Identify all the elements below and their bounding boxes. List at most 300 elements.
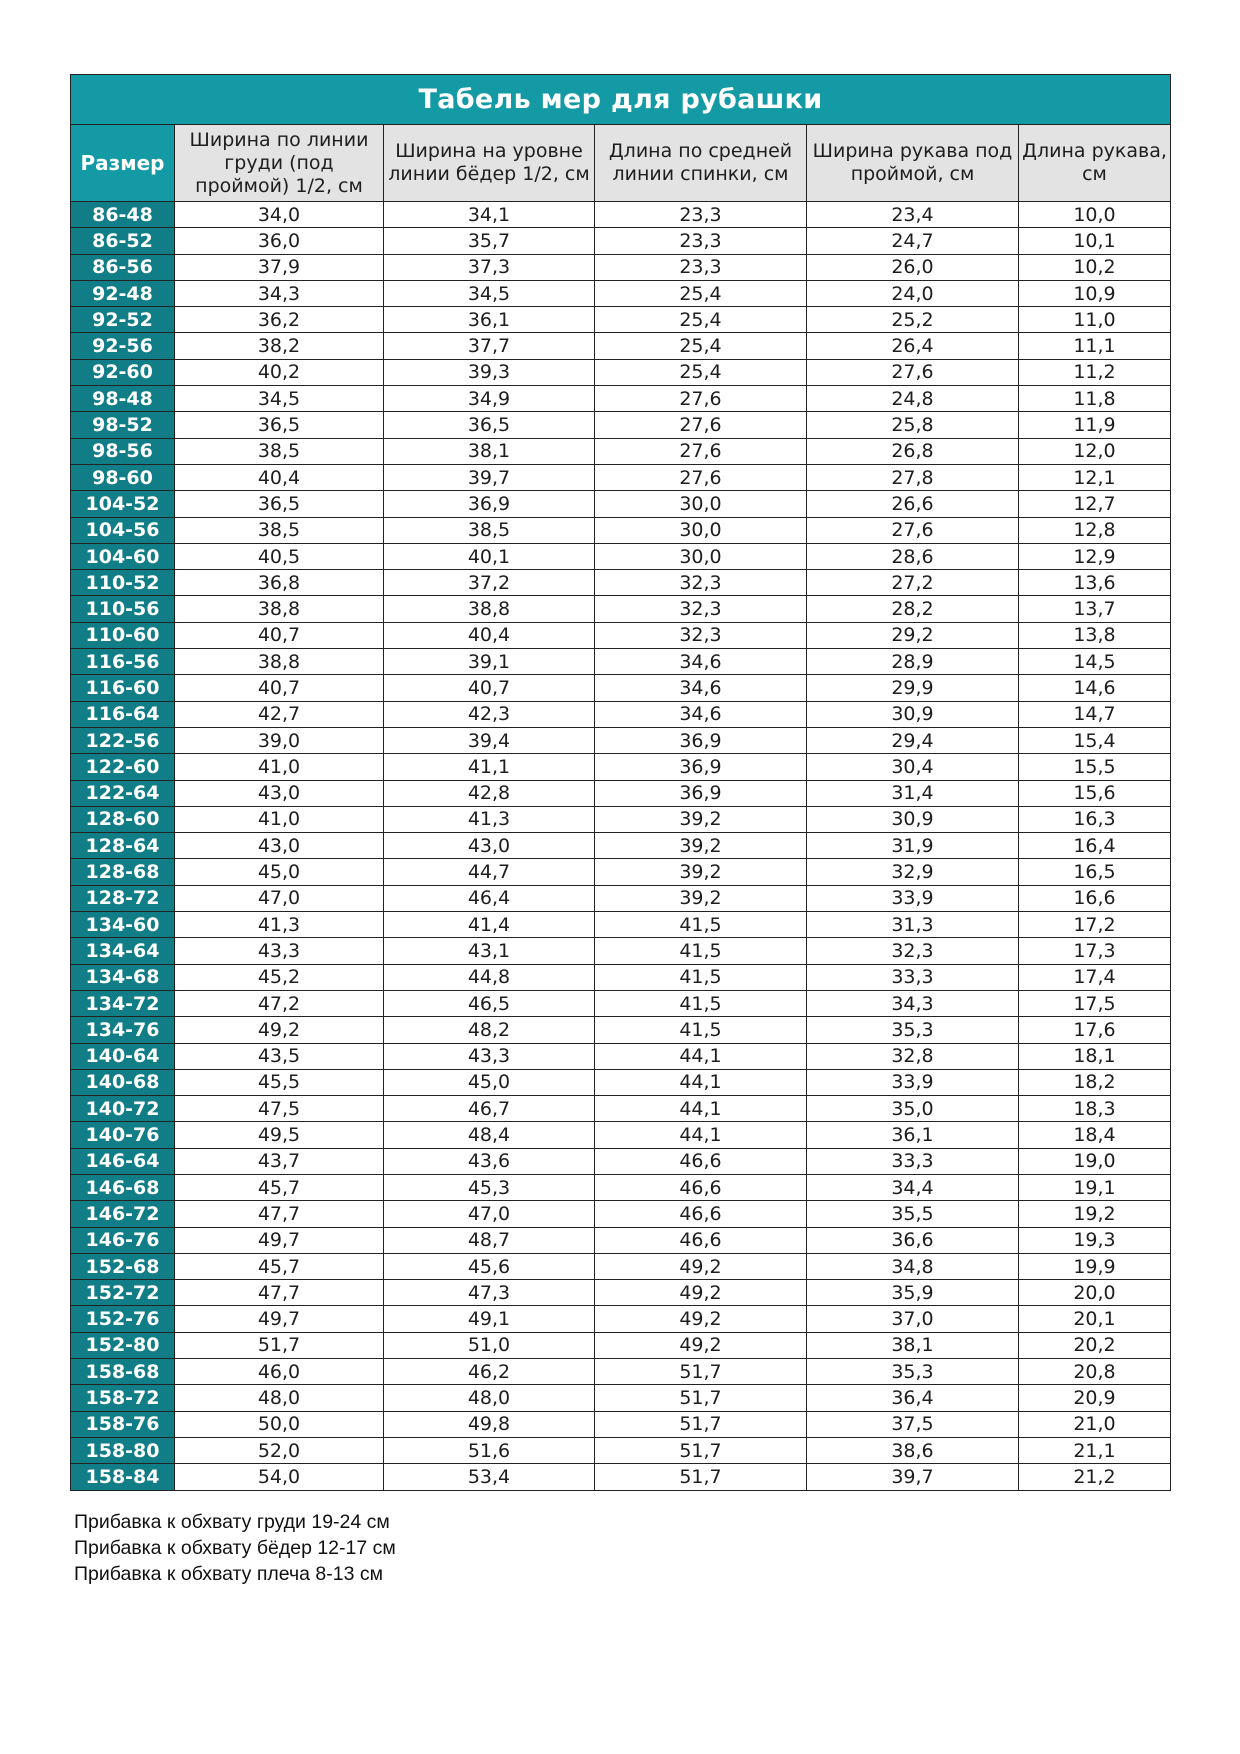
cell-sleeve-length: 19,3: [1019, 1227, 1171, 1253]
cell-back-length: 49,2: [595, 1306, 807, 1332]
cell-hip-width: 36,1: [384, 307, 595, 333]
cell-hip-width: 44,8: [384, 964, 595, 990]
notes: [74, 1509, 396, 1587]
cell-back-length: 25,4: [595, 280, 807, 306]
cell-chest-width: 36,0: [175, 228, 384, 254]
cell-chest-width: 47,7: [175, 1280, 384, 1306]
cell-hip-width: 43,3: [384, 1043, 595, 1069]
cell-sleeve-width: 35,5: [807, 1201, 1019, 1227]
cell-sleeve-length: 15,5: [1019, 754, 1171, 780]
cell-sleeve-width: 27,2: [807, 570, 1019, 596]
cell-back-length: 36,9: [595, 754, 807, 780]
cell-back-length: 36,9: [595, 780, 807, 806]
column-header-chest-width: Ширина по линии груди (под проймой) 1/2, см: [175, 125, 384, 202]
cell-back-length: 46,6: [595, 1148, 807, 1174]
cell-size: 128-72: [71, 885, 175, 911]
cell-chest-width: 43,3: [175, 938, 384, 964]
cell-sleeve-length: 16,5: [1019, 859, 1171, 885]
table-row: [71, 1359, 1171, 1385]
cell-sleeve-width: 25,2: [807, 307, 1019, 333]
cell-size: 86-56: [71, 254, 175, 280]
cell-back-length: 46,6: [595, 1201, 807, 1227]
cell-chest-width: 36,5: [175, 412, 384, 438]
cell-sleeve-length: 12,0: [1019, 438, 1171, 464]
cell-sleeve-width: 26,4: [807, 333, 1019, 359]
header-row: [71, 125, 1171, 202]
cell-chest-width: 40,2: [175, 359, 384, 385]
cell-hip-width: 36,9: [384, 491, 595, 517]
cell-size: 146-64: [71, 1148, 175, 1174]
table-row: [71, 1017, 1171, 1043]
cell-sleeve-width: 35,3: [807, 1017, 1019, 1043]
table-row: [71, 1227, 1171, 1253]
cell-size: 158-68: [71, 1359, 175, 1385]
cell-size: 134-64: [71, 938, 175, 964]
table-row: [71, 412, 1171, 438]
cell-hip-width: 46,4: [384, 885, 595, 911]
cell-sleeve-width: 26,6: [807, 491, 1019, 517]
cell-back-length: 32,3: [595, 596, 807, 622]
cell-sleeve-length: 12,9: [1019, 543, 1171, 569]
table-row: [71, 280, 1171, 306]
cell-back-length: 25,4: [595, 307, 807, 333]
cell-hip-width: 43,1: [384, 938, 595, 964]
cell-sleeve-length: 20,2: [1019, 1332, 1171, 1358]
cell-size: 134-68: [71, 964, 175, 990]
cell-hip-width: 46,2: [384, 1359, 595, 1385]
cell-back-length: 39,2: [595, 806, 807, 832]
cell-hip-width: 37,2: [384, 570, 595, 596]
cell-back-length: 25,4: [595, 359, 807, 385]
title-row: [71, 75, 1171, 125]
cell-sleeve-length: 21,0: [1019, 1411, 1171, 1437]
measurement-sheet: [70, 74, 1170, 1491]
cell-sleeve-width: 30,4: [807, 754, 1019, 780]
cell-sleeve-length: 18,1: [1019, 1043, 1171, 1069]
table-row: [71, 912, 1171, 938]
table-row: [71, 1122, 1171, 1148]
table-row: [71, 1096, 1171, 1122]
cell-size: 92-56: [71, 333, 175, 359]
cell-chest-width: 49,7: [175, 1306, 384, 1332]
cell-back-length: 27,6: [595, 438, 807, 464]
cell-sleeve-length: 15,4: [1019, 727, 1171, 753]
cell-back-length: 30,0: [595, 543, 807, 569]
cell-chest-width: 46,0: [175, 1359, 384, 1385]
cell-sleeve-length: 15,6: [1019, 780, 1171, 806]
cell-sleeve-width: 29,9: [807, 675, 1019, 701]
cell-size: 122-60: [71, 754, 175, 780]
cell-hip-width: 42,3: [384, 701, 595, 727]
cell-sleeve-length: 18,3: [1019, 1096, 1171, 1122]
cell-sleeve-width: 35,0: [807, 1096, 1019, 1122]
cell-chest-width: 40,5: [175, 543, 384, 569]
cell-sleeve-length: 18,4: [1019, 1122, 1171, 1148]
cell-sleeve-width: 23,4: [807, 202, 1019, 228]
cell-sleeve-length: 13,6: [1019, 570, 1171, 596]
cell-sleeve-width: 37,0: [807, 1306, 1019, 1332]
cell-sleeve-width: 34,3: [807, 990, 1019, 1016]
cell-chest-width: 40,4: [175, 464, 384, 490]
cell-sleeve-width: 27,8: [807, 464, 1019, 490]
cell-chest-width: 43,0: [175, 780, 384, 806]
cell-sleeve-width: 32,3: [807, 938, 1019, 964]
cell-sleeve-width: 38,6: [807, 1437, 1019, 1463]
cell-hip-width: 39,1: [384, 649, 595, 675]
cell-size: 104-56: [71, 517, 175, 543]
cell-chest-width: 49,5: [175, 1122, 384, 1148]
cell-size: 158-72: [71, 1385, 175, 1411]
table-row: [71, 1411, 1171, 1437]
cell-size: 104-52: [71, 491, 175, 517]
cell-hip-width: 44,7: [384, 859, 595, 885]
cell-hip-width: 45,0: [384, 1069, 595, 1095]
column-header-sleeve-length: Длина рукава, см: [1019, 125, 1171, 202]
cell-hip-width: 39,4: [384, 727, 595, 753]
table-row: [71, 1464, 1171, 1490]
cell-size: 140-72: [71, 1096, 175, 1122]
cell-sleeve-length: 11,2: [1019, 359, 1171, 385]
cell-sleeve-width: 36,4: [807, 1385, 1019, 1411]
cell-hip-width: 35,7: [384, 228, 595, 254]
cell-size: 128-64: [71, 833, 175, 859]
cell-sleeve-length: 16,6: [1019, 885, 1171, 911]
cell-sleeve-length: 21,1: [1019, 1437, 1171, 1463]
cell-hip-width: 43,6: [384, 1148, 595, 1174]
cell-chest-width: 45,0: [175, 859, 384, 885]
cell-sleeve-length: 18,2: [1019, 1069, 1171, 1095]
cell-sleeve-length: 10,9: [1019, 280, 1171, 306]
cell-sleeve-width: 29,2: [807, 622, 1019, 648]
cell-chest-width: 50,0: [175, 1411, 384, 1437]
cell-sleeve-length: 13,7: [1019, 596, 1171, 622]
table-row: [71, 701, 1171, 727]
cell-chest-width: 43,5: [175, 1043, 384, 1069]
cell-chest-width: 38,2: [175, 333, 384, 359]
cell-back-length: 41,5: [595, 938, 807, 964]
cell-sleeve-length: 17,2: [1019, 912, 1171, 938]
cell-chest-width: 47,7: [175, 1201, 384, 1227]
cell-back-length: 51,7: [595, 1437, 807, 1463]
cell-hip-width: 36,5: [384, 412, 595, 438]
cell-hip-width: 51,6: [384, 1437, 595, 1463]
cell-size: 128-68: [71, 859, 175, 885]
cell-sleeve-length: 11,1: [1019, 333, 1171, 359]
cell-back-length: 32,3: [595, 622, 807, 648]
cell-size: 146-72: [71, 1201, 175, 1227]
table-row: [71, 1332, 1171, 1358]
cell-chest-width: 36,8: [175, 570, 384, 596]
cell-size: 116-60: [71, 675, 175, 701]
cell-hip-width: 48,2: [384, 1017, 595, 1043]
cell-sleeve-length: 20,8: [1019, 1359, 1171, 1385]
table-row: [71, 833, 1171, 859]
cell-chest-width: 49,7: [175, 1227, 384, 1253]
cell-size: 86-48: [71, 202, 175, 228]
table-row: [71, 675, 1171, 701]
cell-size: 152-68: [71, 1253, 175, 1279]
cell-sleeve-width: 33,3: [807, 964, 1019, 990]
cell-back-length: 30,0: [595, 491, 807, 517]
cell-back-length: 44,1: [595, 1043, 807, 1069]
cell-chest-width: 38,5: [175, 517, 384, 543]
cell-back-length: 25,4: [595, 333, 807, 359]
cell-sleeve-width: 31,4: [807, 780, 1019, 806]
table-body: [71, 202, 1171, 1491]
cell-back-length: 34,6: [595, 701, 807, 727]
cell-size: 98-56: [71, 438, 175, 464]
cell-sleeve-width: 32,9: [807, 859, 1019, 885]
cell-size: 98-52: [71, 412, 175, 438]
cell-sleeve-length: 14,7: [1019, 701, 1171, 727]
cell-chest-width: 38,8: [175, 649, 384, 675]
cell-chest-width: 45,2: [175, 964, 384, 990]
column-header-hip-width: Ширина на уровне линии бёдер 1/2, см: [384, 125, 595, 202]
cell-back-length: 23,3: [595, 228, 807, 254]
cell-chest-width: 47,0: [175, 885, 384, 911]
cell-sleeve-length: 12,7: [1019, 491, 1171, 517]
table-row: [71, 359, 1171, 385]
cell-back-length: 34,6: [595, 649, 807, 675]
cell-size: 158-80: [71, 1437, 175, 1463]
table-row: [71, 254, 1171, 280]
cell-sleeve-length: 14,6: [1019, 675, 1171, 701]
cell-hip-width: 49,8: [384, 1411, 595, 1437]
cell-sleeve-width: 33,3: [807, 1148, 1019, 1174]
cell-sleeve-length: 12,8: [1019, 517, 1171, 543]
cell-sleeve-width: 36,6: [807, 1227, 1019, 1253]
cell-size: 92-60: [71, 359, 175, 385]
cell-sleeve-length: 10,1: [1019, 228, 1171, 254]
cell-sleeve-width: 33,9: [807, 1069, 1019, 1095]
cell-sleeve-width: 30,9: [807, 806, 1019, 832]
cell-hip-width: 38,5: [384, 517, 595, 543]
cell-hip-width: 41,4: [384, 912, 595, 938]
cell-sleeve-length: 19,0: [1019, 1148, 1171, 1174]
cell-back-length: 36,9: [595, 727, 807, 753]
cell-sleeve-width: 35,3: [807, 1359, 1019, 1385]
cell-back-length: 27,6: [595, 386, 807, 412]
cell-sleeve-width: 31,9: [807, 833, 1019, 859]
cell-chest-width: 41,0: [175, 806, 384, 832]
cell-size: 98-60: [71, 464, 175, 490]
cell-size: 92-48: [71, 280, 175, 306]
cell-back-length: 39,2: [595, 859, 807, 885]
cell-sleeve-width: 29,4: [807, 727, 1019, 753]
cell-hip-width: 47,3: [384, 1280, 595, 1306]
cell-size: 110-56: [71, 596, 175, 622]
cell-back-length: 49,2: [595, 1332, 807, 1358]
cell-sleeve-length: 17,4: [1019, 964, 1171, 990]
column-header-sleeve-width: Ширина рукава под проймой, см: [807, 125, 1019, 202]
table-row: [71, 727, 1171, 753]
cell-hip-width: 53,4: [384, 1464, 595, 1490]
table-row: [71, 754, 1171, 780]
cell-hip-width: 42,8: [384, 780, 595, 806]
cell-sleeve-width: 25,8: [807, 412, 1019, 438]
table-title: Табель мер для рубашки: [71, 75, 1171, 125]
table-row: [71, 570, 1171, 596]
cell-back-length: 51,7: [595, 1385, 807, 1411]
cell-sleeve-length: 19,1: [1019, 1174, 1171, 1200]
cell-size: 110-60: [71, 622, 175, 648]
cell-chest-width: 39,0: [175, 727, 384, 753]
cell-sleeve-width: 24,0: [807, 280, 1019, 306]
cell-size: 134-72: [71, 990, 175, 1016]
cell-size: 152-80: [71, 1332, 175, 1358]
cell-hip-width: 49,1: [384, 1306, 595, 1332]
cell-chest-width: 40,7: [175, 622, 384, 648]
cell-back-length: 41,5: [595, 990, 807, 1016]
cell-sleeve-length: 11,9: [1019, 412, 1171, 438]
cell-sleeve-width: 39,7: [807, 1464, 1019, 1490]
cell-sleeve-width: 24,7: [807, 228, 1019, 254]
cell-size: 128-60: [71, 806, 175, 832]
table-row: [71, 622, 1171, 648]
cell-back-length: 27,6: [595, 412, 807, 438]
cell-back-length: 44,1: [595, 1122, 807, 1148]
cell-chest-width: 34,0: [175, 202, 384, 228]
cell-back-length: 51,7: [595, 1359, 807, 1385]
cell-sleeve-width: 37,5: [807, 1411, 1019, 1437]
cell-back-length: 39,2: [595, 885, 807, 911]
cell-hip-width: 40,7: [384, 675, 595, 701]
table-row: [71, 885, 1171, 911]
table-row: [71, 806, 1171, 832]
cell-chest-width: 41,0: [175, 754, 384, 780]
cell-back-length: 23,3: [595, 202, 807, 228]
table-row: [71, 1385, 1171, 1411]
cell-hip-width: 34,9: [384, 386, 595, 412]
cell-size: 134-76: [71, 1017, 175, 1043]
cell-hip-width: 47,0: [384, 1201, 595, 1227]
cell-sleeve-width: 36,1: [807, 1122, 1019, 1148]
table-row: [71, 780, 1171, 806]
cell-size: 92-52: [71, 307, 175, 333]
cell-sleeve-length: 14,5: [1019, 649, 1171, 675]
cell-sleeve-length: 11,0: [1019, 307, 1171, 333]
cell-size: 146-76: [71, 1227, 175, 1253]
cell-hip-width: 37,3: [384, 254, 595, 280]
cell-hip-width: 34,1: [384, 202, 595, 228]
cell-chest-width: 51,7: [175, 1332, 384, 1358]
cell-sleeve-length: 20,0: [1019, 1280, 1171, 1306]
cell-back-length: 41,5: [595, 1017, 807, 1043]
cell-sleeve-width: 34,8: [807, 1253, 1019, 1279]
cell-sleeve-width: 28,6: [807, 543, 1019, 569]
cell-chest-width: 40,7: [175, 675, 384, 701]
cell-chest-width: 45,7: [175, 1253, 384, 1279]
cell-back-length: 51,7: [595, 1411, 807, 1437]
table-row: [71, 464, 1171, 490]
table-row: [71, 1069, 1171, 1095]
cell-sleeve-width: 33,9: [807, 885, 1019, 911]
cell-back-length: 27,6: [595, 464, 807, 490]
table-head: [71, 75, 1171, 202]
table-row: [71, 859, 1171, 885]
cell-size: 98-48: [71, 386, 175, 412]
cell-back-length: 49,2: [595, 1280, 807, 1306]
cell-back-length: 41,5: [595, 964, 807, 990]
table-row: [71, 964, 1171, 990]
cell-size: 134-60: [71, 912, 175, 938]
cell-size: 140-68: [71, 1069, 175, 1095]
cell-chest-width: 45,5: [175, 1069, 384, 1095]
cell-size: 122-56: [71, 727, 175, 753]
cell-chest-width: 38,8: [175, 596, 384, 622]
cell-sleeve-length: 10,0: [1019, 202, 1171, 228]
cell-size: 146-68: [71, 1174, 175, 1200]
cell-hip-width: 37,7: [384, 333, 595, 359]
cell-size: 122-64: [71, 780, 175, 806]
cell-sleeve-width: 30,9: [807, 701, 1019, 727]
cell-sleeve-width: 27,6: [807, 359, 1019, 385]
cell-sleeve-length: 20,1: [1019, 1306, 1171, 1332]
cell-hip-width: 48,4: [384, 1122, 595, 1148]
cell-sleeve-length: 17,5: [1019, 990, 1171, 1016]
cell-hip-width: 34,5: [384, 280, 595, 306]
cell-chest-width: 43,7: [175, 1148, 384, 1174]
cell-size: 158-76: [71, 1411, 175, 1437]
cell-size: 152-76: [71, 1306, 175, 1332]
cell-chest-width: 36,5: [175, 491, 384, 517]
cell-back-length: 23,3: [595, 254, 807, 280]
cell-sleeve-length: 19,9: [1019, 1253, 1171, 1279]
cell-back-length: 41,5: [595, 912, 807, 938]
table-row: [71, 517, 1171, 543]
cell-chest-width: 43,0: [175, 833, 384, 859]
table-row: [71, 1201, 1171, 1227]
cell-sleeve-length: 16,3: [1019, 806, 1171, 832]
cell-sleeve-width: 26,0: [807, 254, 1019, 280]
cell-hip-width: 39,3: [384, 359, 595, 385]
cell-back-length: 46,6: [595, 1174, 807, 1200]
cell-hip-width: 46,5: [384, 990, 595, 1016]
table-row: [71, 938, 1171, 964]
cell-chest-width: 48,0: [175, 1385, 384, 1411]
cell-back-length: 51,7: [595, 1464, 807, 1490]
cell-hip-width: 51,0: [384, 1332, 595, 1358]
cell-chest-width: 52,0: [175, 1437, 384, 1463]
table-row: [71, 649, 1171, 675]
table-row: [71, 307, 1171, 333]
cell-back-length: 30,0: [595, 517, 807, 543]
cell-hip-width: 40,4: [384, 622, 595, 648]
cell-chest-width: 34,3: [175, 280, 384, 306]
table-row: [71, 1280, 1171, 1306]
cell-sleeve-width: 28,2: [807, 596, 1019, 622]
table-row: [71, 1253, 1171, 1279]
cell-hip-width: 40,1: [384, 543, 595, 569]
cell-hip-width: 39,7: [384, 464, 595, 490]
cell-hip-width: 48,0: [384, 1385, 595, 1411]
cell-hip-width: 48,7: [384, 1227, 595, 1253]
cell-sleeve-length: 16,4: [1019, 833, 1171, 859]
cell-sleeve-width: 34,4: [807, 1174, 1019, 1200]
cell-sleeve-length: 11,8: [1019, 386, 1171, 412]
cell-size: 104-60: [71, 543, 175, 569]
cell-size: 158-84: [71, 1464, 175, 1490]
cell-sleeve-length: 13,8: [1019, 622, 1171, 648]
cell-chest-width: 34,5: [175, 386, 384, 412]
column-header-size: Размер: [71, 125, 175, 202]
table-row: [71, 438, 1171, 464]
cell-chest-width: 36,2: [175, 307, 384, 333]
cell-hip-width: 45,6: [384, 1253, 595, 1279]
cell-back-length: 44,1: [595, 1096, 807, 1122]
cell-sleeve-length: 19,2: [1019, 1201, 1171, 1227]
cell-hip-width: 38,1: [384, 438, 595, 464]
